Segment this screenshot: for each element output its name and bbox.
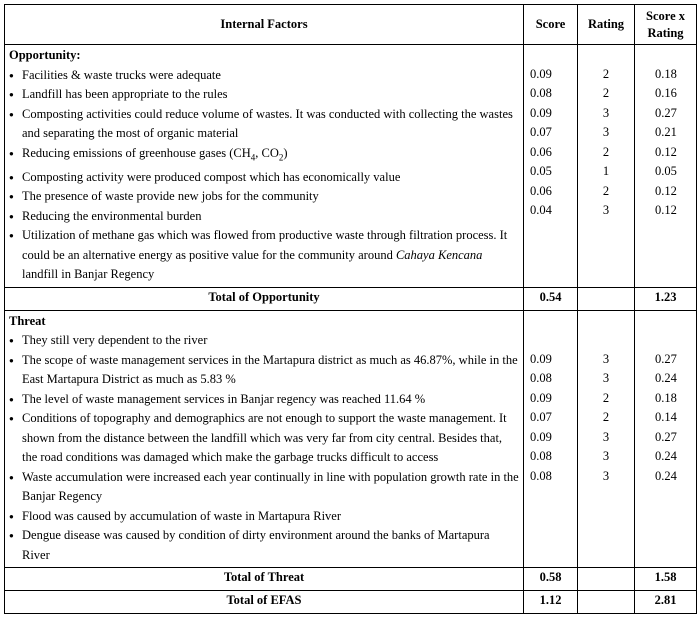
rating-value: 3 [602,449,610,463]
list-item: ● Dengue disease was caused by condition of dirty environment around the banks of Martapura River [9,526,519,565]
total-opportunity-label: Total of Opportunity [5,287,524,310]
rating-value: 2 [602,183,610,198]
score-value: 0.08 [530,86,552,100]
total-opportunity-row [5,287,697,310]
total-threat-sxr: 1.58 [635,568,697,591]
opportunity-scores-cell [524,45,578,288]
sxr-value: 0.21 [655,125,677,139]
total-opportunity-sxr: 1.23 [635,287,697,310]
score-value: 0.09 [530,429,552,444]
rating-value: 3 [602,429,610,444]
header-row [5,5,697,45]
list-item: ● Composting activities could reduce volume of wastes. It was conducted with collecting the wastes and separating the most of organic material [9,105,519,144]
list-item [9,226,519,285]
rating-value: 2 [602,390,610,405]
rating-value: 1 [602,164,610,178]
threat-scores-cell [524,310,578,568]
rating-value: 2 [602,410,610,424]
score-value: 0.06 [530,183,552,198]
total-opportunity-score: 0.54 [524,287,578,310]
total-opportunity-rating-empty [578,287,635,310]
rating-value: 3 [602,371,610,385]
list-item: ● Composting activity were produced compost which has economically value [9,168,519,188]
score-value: 0.07 [530,410,552,424]
total-efas-score: 1.12 [524,591,578,614]
total-efas-row [5,591,697,614]
opportunity-title: Opportunity: [9,48,81,62]
sxr-value: 0.24 [655,371,677,385]
subscript: 2 [278,152,284,162]
rating-value: 3 [602,105,610,120]
threat-section [5,310,697,568]
item-text: Utilization of methane gas which was flowed from productive waste through filtration process. It could be an alternative energy as positive value for the community around [22,228,508,262]
sxr-value: 0.14 [655,410,677,424]
total-efas-sxr: 2.81 [635,591,697,614]
subscript: 4 [250,152,256,162]
header-sxr-line2: Rating [647,25,684,40]
score-value: 0.04 [530,203,552,217]
header-rating: Rating [578,5,635,45]
efas-table [4,4,697,614]
threat-title: Threat [9,313,46,328]
score-value: 0.09 [530,66,552,81]
header-score: Score [524,5,578,45]
rating-value: 3 [602,125,610,139]
total-threat-score: 0.58 [524,568,578,591]
score-value: 0.05 [530,164,552,178]
sxr-value: 0.27 [655,429,677,444]
threat-list [9,331,519,565]
opportunity-list [9,66,519,285]
list-item: ● Conditions of topography and demographics are not enough to support the waste management. It shown from the distance between the landfill which was very far from city central. Besides that, the road conditions was damaged which make the garbage trucks difficult to access [9,409,519,468]
header-internal-factors: Internal Factors [5,5,524,45]
sxr-value: 0.18 [655,66,677,81]
total-efas-label: Total of EFAS [5,591,524,614]
sxr-value: 0.24 [655,449,677,463]
list-item: ● Waste accumulation were increased each year continually in line with population growth rate in the Banjar Regency [9,468,519,507]
sxr-value: 0.12 [655,144,677,159]
score-value: 0.09 [530,105,552,120]
list-item: ● The presence of waste provide new jobs for the community [9,187,519,207]
rating-value: 3 [602,351,610,366]
sxr-value: 0.12 [655,203,677,217]
opportunity-section [5,45,697,288]
sxr-value: 0.05 [655,164,677,178]
rating-value: 2 [602,66,610,81]
total-efas-rating-empty [578,591,635,614]
sxr-value: 0.12 [655,183,677,198]
score-value: 0.09 [530,390,552,405]
list-item [9,144,519,168]
score-value: 0.09 [530,351,552,366]
rating-value: 2 [602,86,610,100]
sxr-value: 0.24 [655,468,677,483]
opportunity-factors-cell [5,45,524,288]
rating-value: 2 [602,144,610,159]
total-threat-row [5,568,697,591]
sxr-value: 0.27 [655,105,677,120]
item-text: ) [283,145,288,160]
list-item: ● Facilities & waste trucks were adequate [9,66,519,86]
score-value: 0.08 [530,449,552,463]
item-text: landfill in Banjar Regency [22,267,155,281]
list-item: ● Landfill has been appropriate to the rules [9,85,519,105]
sxr-value: 0.16 [655,86,677,100]
list-item: ● Reducing the environmental burden [9,207,519,227]
list-item: ● They still very dependent to the river [9,331,519,351]
rating-value: 3 [602,203,610,217]
opportunity-ratings-cell [578,45,635,288]
sxr-value: 0.18 [655,390,677,405]
list-item: ● Flood was caused by accumulation of waste in Martapura River [9,507,519,527]
threat-ratings-cell [578,310,635,568]
score-value: 0.06 [530,144,552,159]
score-value: 0.07 [530,125,552,139]
landfill-name: Cahaya Kencana [395,247,483,262]
header-sxr-line1: Score x [646,8,685,23]
sxr-value: 0.27 [655,351,677,366]
list-item: ● The scope of waste management services in the Martapura district as much as 46.87%, while in the East Martapura District as much as 5.83 % [9,351,519,390]
opportunity-sxr-cell [635,45,697,288]
item-text: Reducing emissions of greenhouse gases (CH [22,145,251,160]
score-value: 0.08 [530,371,552,385]
threat-sxr-cell [635,310,697,568]
threat-factors-cell [5,310,524,568]
header-score-x-rating [635,5,697,45]
item-text: , CO [255,145,279,160]
total-threat-label: Total of Threat [5,568,524,591]
score-value: 0.08 [530,468,552,483]
total-threat-rating-empty [578,568,635,591]
rating-value: 3 [602,468,610,483]
list-item: ● The level of waste management services in Banjar regency was reached 11.64 % [9,390,519,410]
